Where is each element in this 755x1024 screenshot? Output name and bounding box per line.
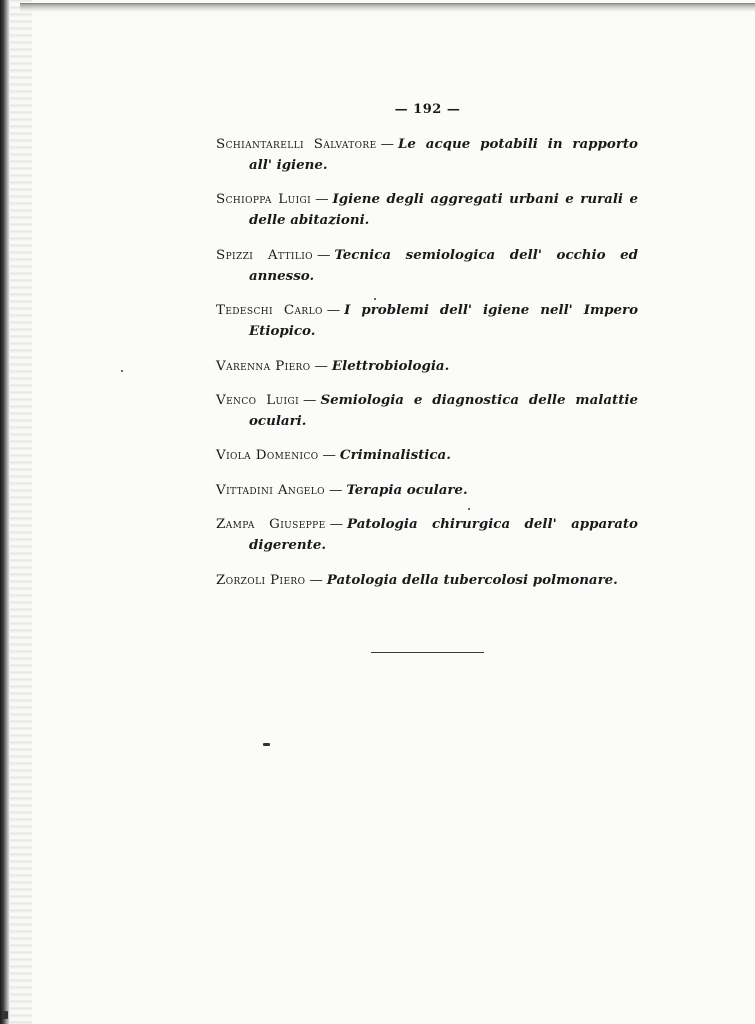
- entry-author: Spizzi Attilio: [216, 247, 313, 263]
- entry-title: Terapia oculare.: [346, 481, 468, 498]
- scan-speck: [263, 743, 270, 746]
- scan-speck: [121, 370, 123, 372]
- entry-title: I problemi dell' igiene nell' Impero Etiopico.: [249, 302, 638, 340]
- scan-speck: [374, 298, 376, 300]
- entry-author: Tedeschi Carlo: [216, 303, 323, 319]
- entry-dash: —: [316, 247, 331, 263]
- entry-author: Schiantarelli Salvatore: [216, 137, 377, 152]
- entry-author: Varenna Piero: [216, 358, 311, 374]
- entry-title: Tecnica semiologica dell' occhio ed annesso.: [249, 246, 638, 284]
- entry-title: Semiologia e diagnostica delle malattie oculari.: [249, 391, 638, 429]
- list-item: [216, 480, 638, 501]
- list-item: [216, 245, 638, 287]
- entry-author: Vittadini Angelo: [216, 482, 325, 498]
- entry-dash: —: [309, 572, 323, 588]
- entry-title: Criminalistica.: [339, 447, 451, 464]
- entry-dash: —: [314, 358, 328, 374]
- scan-speck: [3, 1011, 8, 1019]
- entry-dash: —: [315, 192, 329, 208]
- page-number: — 192 —: [394, 102, 461, 117]
- entry-title: Elettrobiologia.: [331, 357, 450, 374]
- entry-author: Zampa Giuseppe: [216, 517, 326, 533]
- entry-title: Patologia chirurgica dell' apparato digerente.: [249, 516, 638, 554]
- list-item: [216, 570, 638, 591]
- list-item: [216, 445, 638, 466]
- entry-author: Viola Domenico: [216, 448, 319, 464]
- list-item: [216, 514, 638, 556]
- scan-speck: [468, 508, 470, 510]
- list-item: [216, 390, 638, 432]
- list-item: [216, 300, 638, 342]
- list-item: [216, 134, 638, 176]
- entry-dash: —: [328, 482, 343, 498]
- entry-author: Venco Luigi: [216, 392, 300, 408]
- list-item: [216, 356, 638, 377]
- list-item: [216, 189, 638, 231]
- entry-title: Patologia della tubercolosi polmonare.: [326, 571, 618, 588]
- entry-dash: —: [380, 137, 394, 152]
- binding-edge: [0, 0, 10, 1024]
- entry-title: Le acque potabili in rapporto all' igiene.: [249, 136, 638, 173]
- entry-title: Igiene degli aggregati urbani e rurali e delle abitazioni.: [249, 191, 638, 229]
- binding-shadow: [10, 0, 32, 1024]
- entry-dash: —: [322, 448, 336, 464]
- entry-author: Schioppa Luigi: [216, 192, 312, 208]
- entry-dash: —: [303, 392, 317, 408]
- entry-list: [216, 134, 638, 593]
- closing-rule: [371, 652, 484, 653]
- entry-author: Zorzoli Piero: [216, 572, 306, 588]
- entry-dash: —: [326, 303, 341, 319]
- top-page-edge: [20, 3, 755, 12]
- entry-dash: —: [329, 517, 343, 533]
